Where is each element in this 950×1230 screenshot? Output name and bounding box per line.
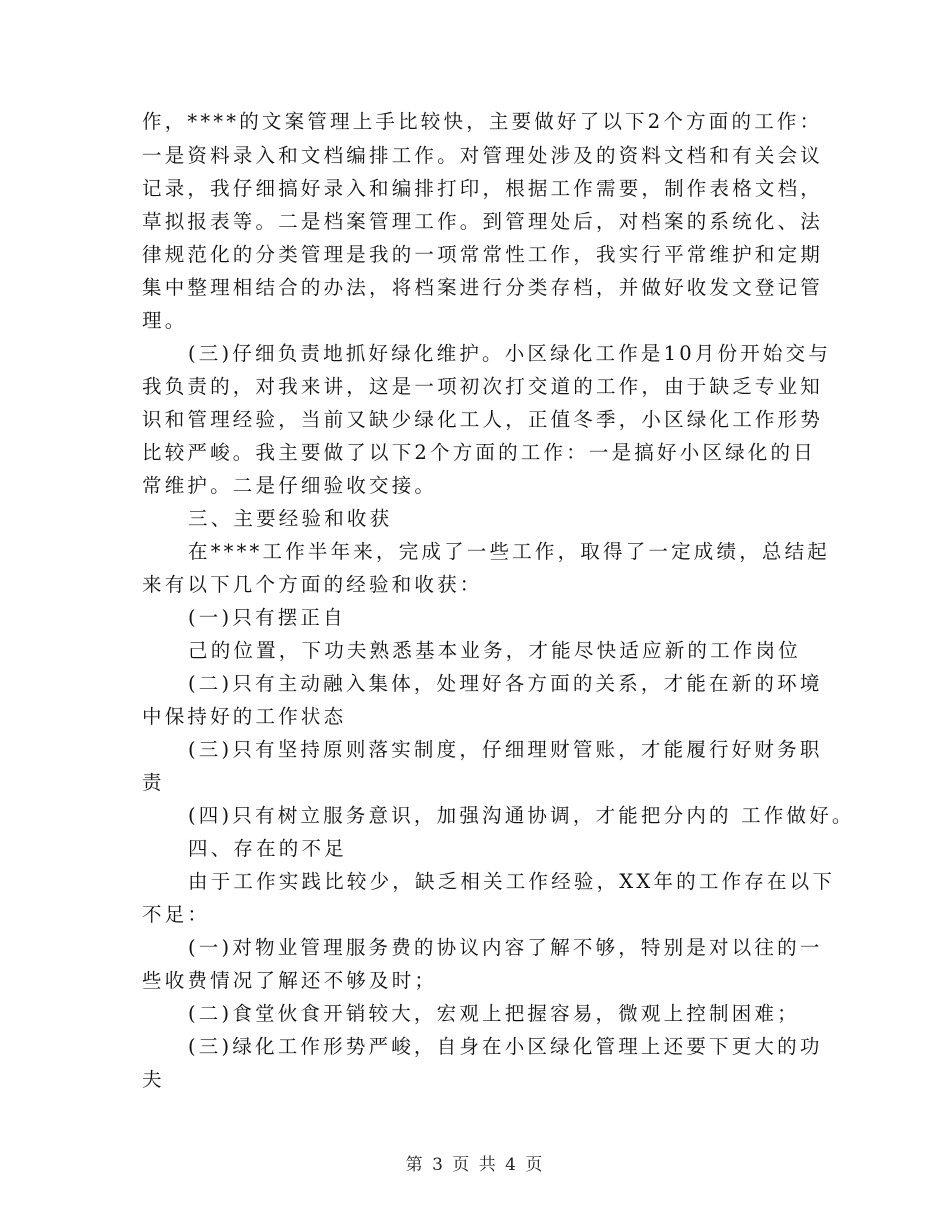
body-line-30: 夫 <box>142 1068 165 1091</box>
body-line-15: 来有以下几个方面的经验和收获： <box>142 573 483 596</box>
body-line-22: (四)只有树立服务意识，加强沟通协调，才能把分内的 工作做好。 <box>188 804 855 827</box>
page-footer: 第 3 页 共 4 页 <box>405 1155 545 1175</box>
body-line-10: 识和管理经验，当前又缺少绿化工人，正值冬季，小区绿化工作形势 <box>142 408 824 431</box>
body-line-28: (二)食堂伙食开销较大，宏观上把握容易，微观上控制困难； <box>188 1002 800 1025</box>
body-line-6: 集中整理相结合的办法，将档案进行分类存档，并做好收发文登记管 <box>142 276 824 299</box>
body-line-19: 中保持好的工作状态 <box>142 705 347 728</box>
section-heading-4: 四、存在的不足 <box>188 837 347 860</box>
body-line-18: (二)只有主动融入集体，处理好各方面的关系，才能在新的环境 <box>188 672 823 695</box>
body-line-11: 比较严峻。我主要做了以下2个方面的工作：一是搞好小区绿化的日 <box>142 441 816 464</box>
body-line-8: (三)仔细负责地抓好绿化维护。小区绿化工作是10月份开始交与 <box>188 342 832 365</box>
body-line-24: 由于工作实践比较少，缺乏相关工作经验，XX年的工作存在以下 <box>188 870 836 893</box>
section-heading-3: 三、主要经验和收获 <box>188 507 393 530</box>
body-line-27: 些收费情况了解还不够及时； <box>142 969 438 992</box>
body-line-3: 记录，我仔细搞好录入和编排打印，根据工作需要，制作表格文档， <box>142 177 824 200</box>
body-line-2: 一是资料录入和文档编排工作。对管理处涉及的资料文档和有关会议 <box>142 144 824 167</box>
body-line-20: (三)只有坚持原则落实制度，仔细理财管账，才能履行好财务职 <box>188 738 823 761</box>
body-line-25: 不足： <box>142 903 211 926</box>
body-line-9: 我负责的，对我来讲，这是一项初次打交道的工作，由于缺乏专业知 <box>142 375 824 398</box>
body-line-26: (一)对物业管理服务费的协议内容了解不够，特别是对以往的一 <box>188 936 823 959</box>
body-line-7: 理。 <box>142 309 188 332</box>
body-line-12: 常维护。二是仔细验收交接。 <box>142 474 438 497</box>
body-line-14: 在****工作半年来，完成了一些工作，取得了一定成绩，总结起 <box>188 540 831 563</box>
body-line-5: 律规范化的分类管理是我的一项常常性工作，我实行平常维护和定期 <box>142 243 824 266</box>
body-line-29: (三)绿化工作形势严峻，自身在小区绿化管理上还要下更大的功 <box>188 1035 823 1058</box>
body-line-1: 作，****的文案管理上手比较快，主要做好了以下2个方面的工作： <box>142 110 823 133</box>
body-line-21: 责 <box>142 771 165 794</box>
body-line-16: (一)只有摆正自 <box>188 606 346 629</box>
body-line-17: 己的位置，下功夫熟悉基本业务，才能尽快适应新的工作岗位 <box>188 639 801 662</box>
body-line-4: 草拟报表等。二是档案管理工作。到管理处后，对档案的系统化、法 <box>142 210 824 233</box>
